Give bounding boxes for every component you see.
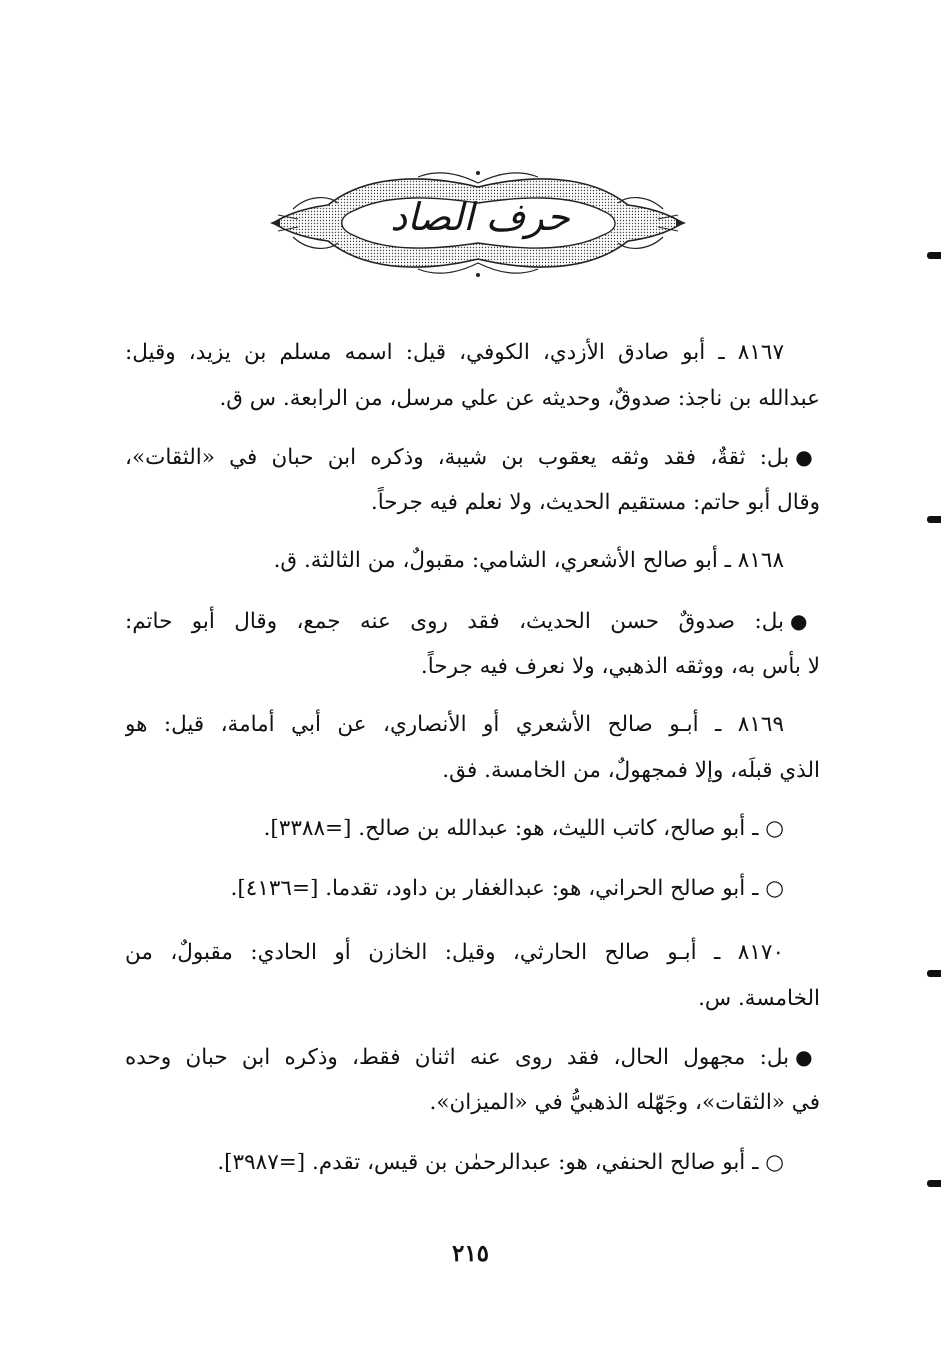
entry-line: ٨١٦٨ ـ أبو صالح الأشعري، الشامي: مقبولٌ، من الثالثة. ق.: [273, 548, 784, 573]
edge-mark: [927, 516, 941, 523]
note-8170: [125, 1034, 820, 1126]
note-line: [125, 598, 820, 644]
cross-reference: [125, 1140, 820, 1186]
cross-reference: [125, 806, 820, 852]
cross-reference-line: ○ ـ أبو صالح الحراني، هو: عبدالغفار بن داود، تقدما. [=٤١٣٦].: [230, 876, 784, 901]
note-line: في «الثقات»، وجَهّله الذهبيُّ في «الميزان».: [429, 1090, 820, 1115]
entry-line: ٨١٧٠ ـ أبـو صالح الحارثي، وقيل: الخازن أو الحادي: مقبولٌ، من: [125, 940, 784, 965]
entry-line: الخامسة. س.: [698, 986, 820, 1011]
entry-line: عبدالله بن ناجذ: صدوقٌ، وحديثه عن علي مرسل، من الرابعة. س ق.: [219, 386, 820, 411]
note-text: بل: ثقةٌ، فقد وثقه يعقوب بن شيبة، وذكره ابن حبان في «الثقات»،: [125, 445, 790, 470]
entry-8167: [125, 330, 820, 422]
edge-mark: [927, 970, 941, 977]
page-number: ٢١٥: [451, 1240, 490, 1267]
entry-line: ٨١٦٧ ـ أبو صادق الأزدي، الكوفي، قيل: اسمه مسلم بن يزيد، وقيل:: [125, 340, 784, 365]
edge-mark: [927, 1180, 941, 1187]
entry-8168: [125, 538, 820, 584]
filled-circle-icon: ●: [789, 609, 820, 633]
note-line: [125, 434, 820, 480]
chapter-title: حرف الصاد: [390, 195, 570, 239]
note-8168: [125, 598, 820, 690]
cross-reference: [125, 866, 820, 912]
filled-circle-icon: ●: [795, 1045, 820, 1069]
entry-line: ٨١٦٩ ـ أبـو صالح الأشعري أو الأنصاري، عن أبي أمامة، قيل: هو: [125, 712, 784, 737]
note-8167: [125, 434, 820, 526]
note-line: [125, 1034, 820, 1080]
note-text: بل: مجهول الحال، فقد روى عنه اثنان فقط، وذكره ابن حبان وحده: [125, 1045, 790, 1070]
note-text: بل: صدوقٌ حسن الحديث، فقد روى عنه جمع، وقال أبو حاتم:: [125, 609, 784, 634]
filled-circle-icon: ●: [795, 445, 820, 469]
note-line: لا بأس به، ووثقه الذهبي، ولا نعرف فيه جرحاً.: [420, 654, 820, 679]
edge-mark: [927, 252, 941, 259]
entry-8170: [125, 930, 820, 1022]
note-line: وقال أبو حاتم: مستقيم الحديث، ولا نعلم فيه جرحاً.: [370, 490, 820, 515]
entry-8169: [125, 702, 820, 794]
cross-reference-line: ○ ـ أبو صالح الحنفي، هو: عبدالرحمٰن بن قيس، تقدم. [=٣٩٨٧].: [217, 1150, 784, 1175]
entry-line: الذي قبلَه، وإلا فمجهولٌ، من الخامسة. فق.: [442, 758, 820, 783]
cross-reference-line: ○ ـ أبو صالح، كاتب الليث، هو: عبدالله بن صالح. [=٣٣٨٨].: [263, 816, 784, 841]
